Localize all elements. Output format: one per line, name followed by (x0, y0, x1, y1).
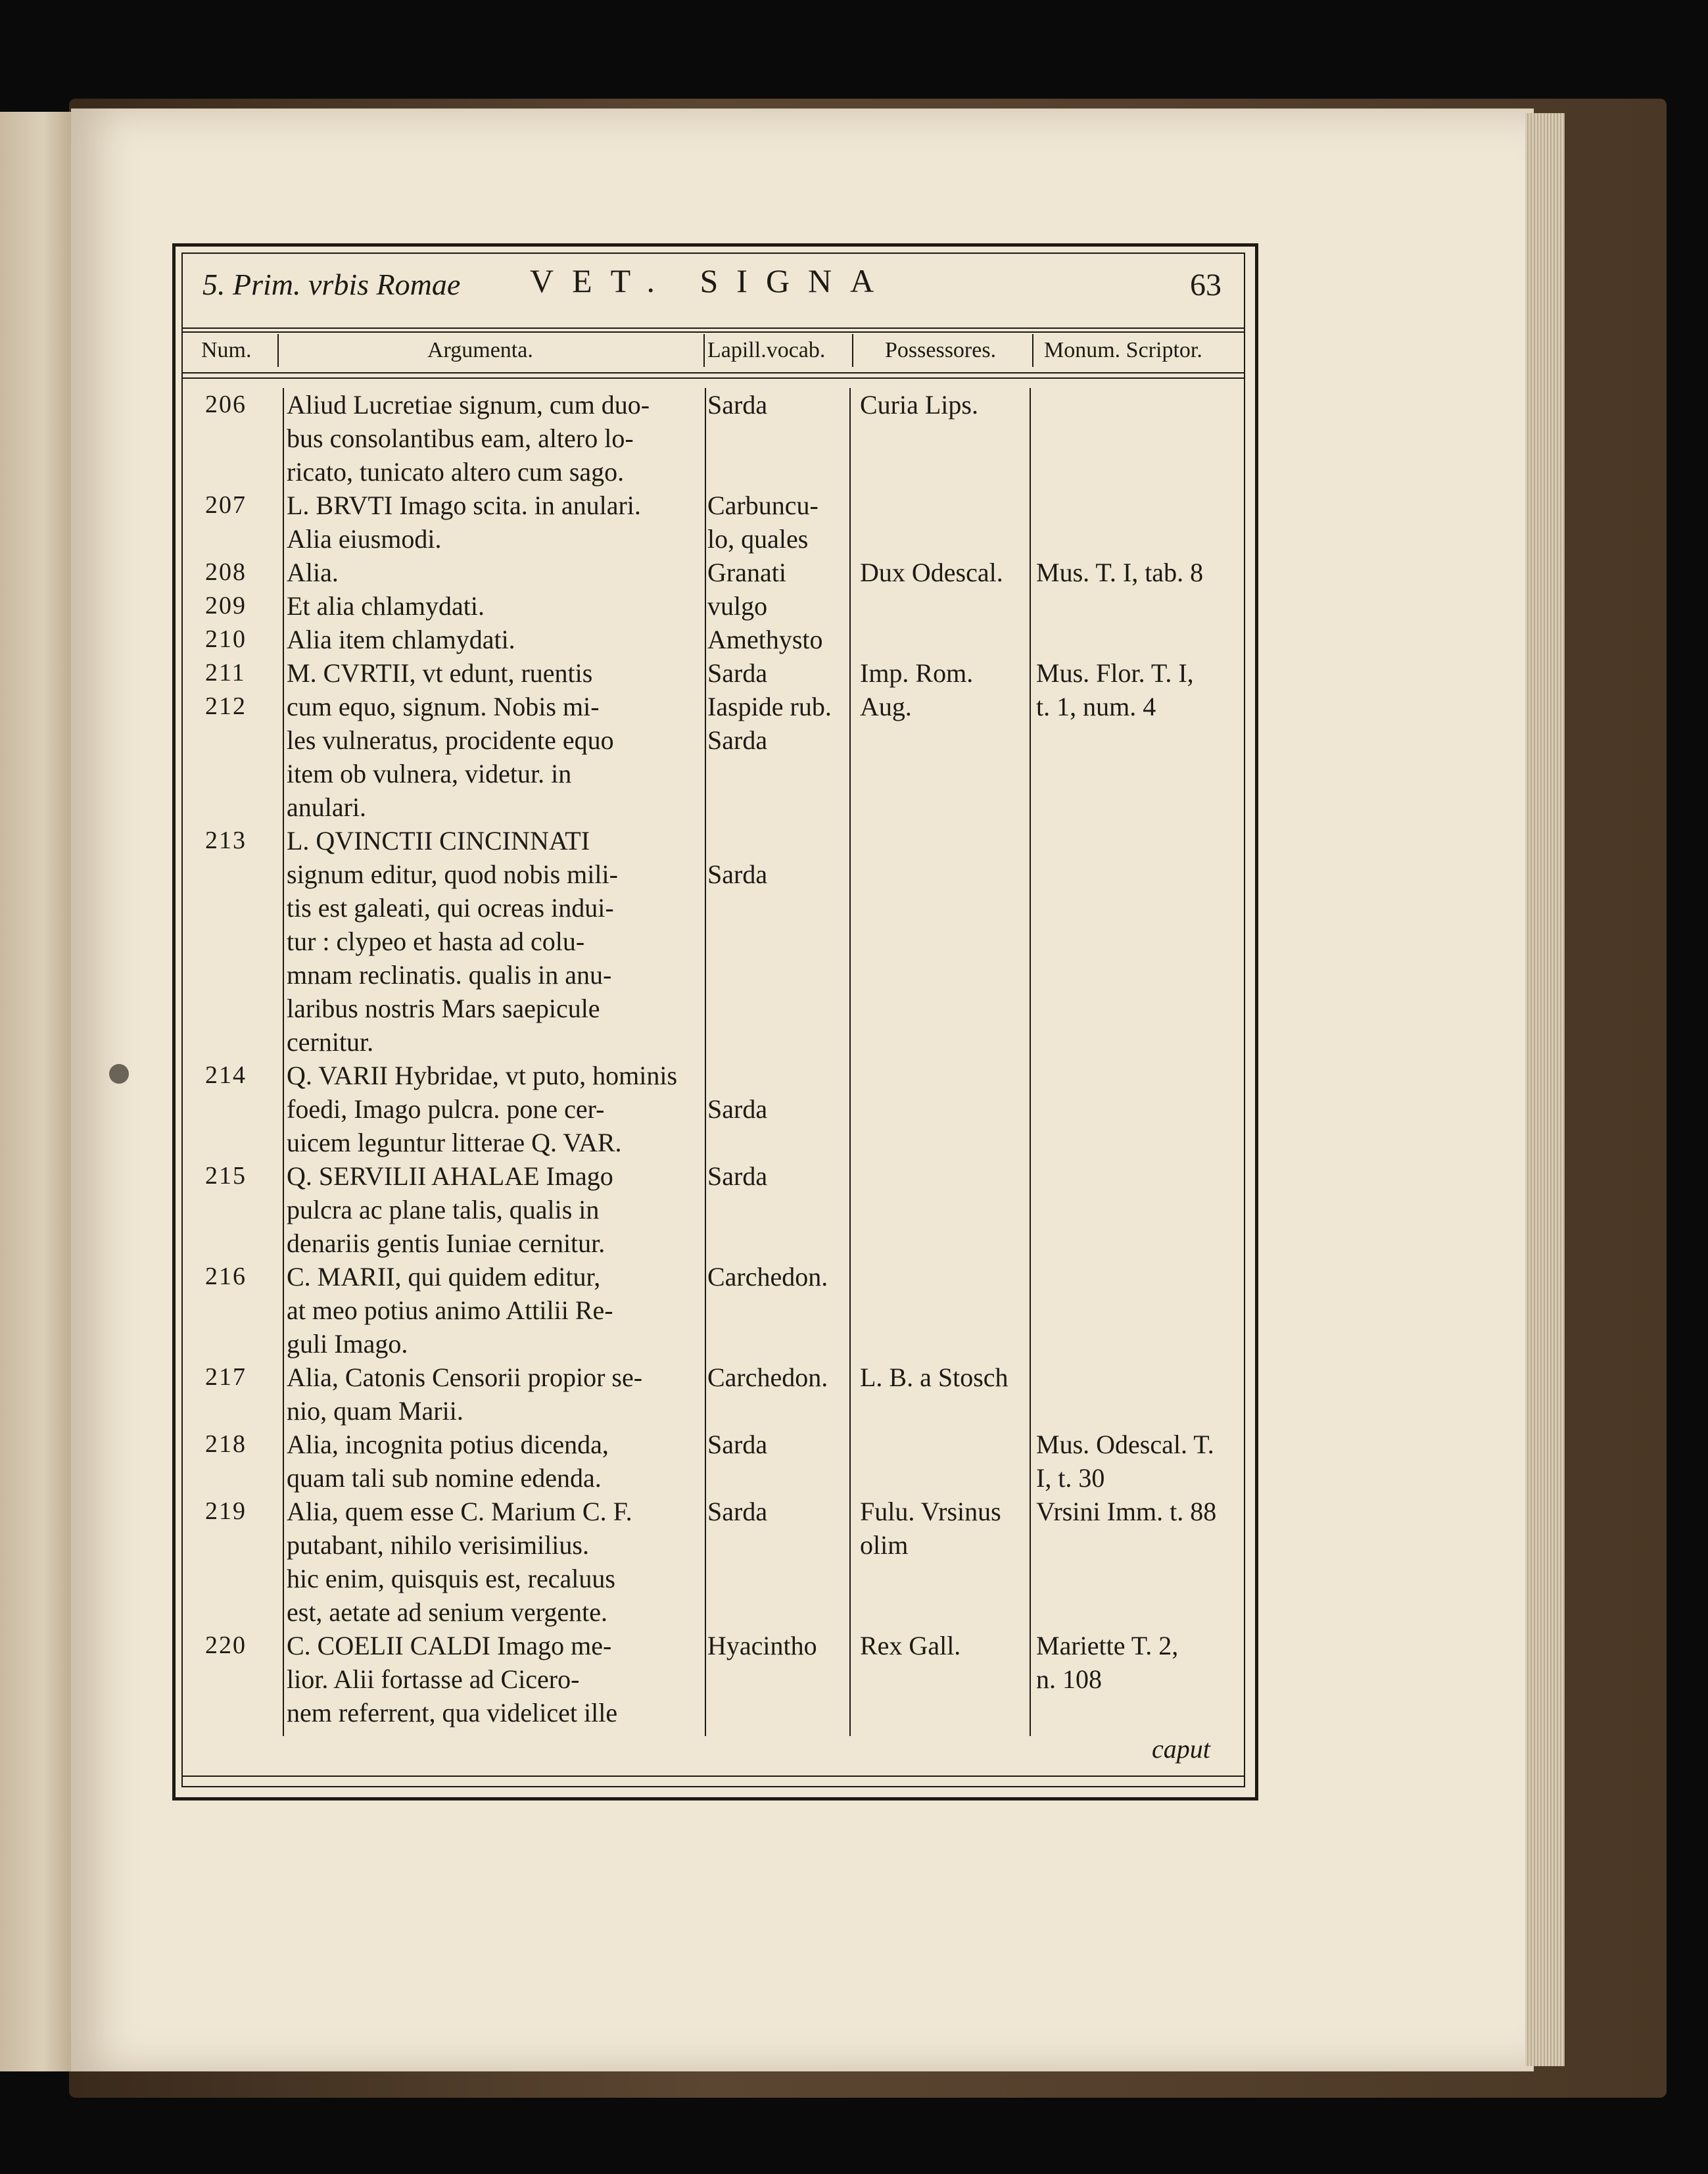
entry-stone-line: Carbuncu- (707, 491, 818, 520)
entry-source (1036, 1495, 1240, 1528)
entry-argument (287, 388, 681, 489)
entry-argument-line: Alia, quem esse C. Marium C. F. (287, 1497, 632, 1526)
entry-argument-line: guli Imago. (287, 1329, 408, 1359)
entry-argument-line: lior. Alii fortasse ad Cicero- (287, 1664, 580, 1694)
entry-argument (287, 1629, 681, 1729)
entry-argument (287, 1260, 681, 1361)
entry-owner-line: Fulu. Vrsinus (860, 1497, 1001, 1526)
col-head-arg: Argumenta. (427, 338, 533, 362)
entry-stone-line: Carchedon. (707, 1262, 828, 1292)
entry-number: 212 (205, 692, 247, 720)
paper-hole (109, 1064, 129, 1084)
header-rule (181, 327, 1245, 329)
entry-argument-line: laribus nostris Mars saepicule (287, 994, 600, 1023)
entry-number: 215 (205, 1162, 247, 1190)
entry-argument-line: tis est galeati, qui ocreas indui- (287, 893, 614, 923)
entry-argument-line: Q. SERVILII AHALAE Imago (287, 1161, 613, 1191)
entry-stone-line: Iaspide rub. (707, 692, 832, 721)
entry-stone (707, 1059, 852, 1126)
entry-argument-line: C. MARII, qui quidem editur, (287, 1262, 601, 1292)
entry-argument-line: est, aetate ad senium vergente. (287, 1597, 607, 1627)
entry-argument-line: Q. VARII Hybridae, vt puto, hominis (287, 1061, 678, 1090)
entry-stone-line: lo, quales (707, 524, 809, 554)
entry-argument-line: nem referrent, qua videlicet ille (287, 1698, 618, 1727)
header-rule-2 (181, 331, 1245, 333)
entry-source (1036, 556, 1240, 589)
entry-argument-line: item ob vulnera, videtur. in (287, 759, 572, 788)
entry-argument (287, 1159, 681, 1260)
entry-owner-line: Curia Lips. (860, 390, 978, 420)
entry-number: 218 (205, 1430, 247, 1458)
entry-number: 208 (205, 558, 247, 586)
entry-argument-line: putabant, nihilo verisimilius. (287, 1530, 589, 1560)
entry-number: 209 (205, 592, 247, 619)
entry-number: 206 (205, 391, 247, 418)
entry-source-line: Mus. Flor. T. I, (1036, 658, 1194, 688)
colhead-rule (181, 372, 1245, 374)
entry-source-line: Mariette T. 2, (1036, 1631, 1179, 1660)
col-sep (1032, 334, 1033, 367)
col-head-lap: Lapill.vocab. (707, 338, 826, 362)
page-number: 63 (1190, 268, 1222, 302)
entry-argument-line: Et alia chlamydati. (287, 591, 485, 621)
entry-argument (287, 623, 681, 656)
entry-argument (287, 1059, 681, 1159)
entry-stone (707, 1495, 852, 1528)
entry-argument-line: mnam reclinatis. qualis in anu- (287, 960, 612, 990)
entry-source-line: Mus. Odescal. T. (1036, 1430, 1214, 1459)
entry-stone-line: Hyacintho (707, 1631, 817, 1660)
catchword: caput (1152, 1734, 1210, 1764)
entry-argument-line: pulcra ac plane talis, qualis in (287, 1195, 600, 1224)
entry-stone-line: Sarda (707, 390, 768, 420)
entry-owner-line: L. B. a Stosch (860, 1363, 1008, 1392)
entry-argument-line: Alia, incognita potius dicenda, (287, 1430, 609, 1459)
entry-argument-line: L. BRVTI Imago scita. in anulari. (287, 491, 641, 520)
entry-number: 216 (205, 1263, 247, 1290)
running-head: 5. Prim. vrbis Romae (202, 268, 461, 301)
entry-stone-line (707, 824, 852, 858)
entry-argument-line: nio, quam Marii. (287, 1396, 463, 1426)
entry-source-line: Vrsini Imm. t. 88 (1036, 1497, 1217, 1526)
entry-argument-line: cum equo, signum. Nobis mi- (287, 692, 600, 721)
entry-owner (860, 1361, 1037, 1394)
entry-argument-line: cernitur. (287, 1027, 374, 1057)
page-title: VET. SIGNA (530, 262, 893, 299)
entry-source-line: n. 108 (1036, 1664, 1102, 1694)
entry-stone (707, 1361, 852, 1394)
entry-argument-line: tur : clypeo et hasta ad colu- (287, 927, 585, 956)
entry-argument-line: Alia, Catonis Censorii propior se- (287, 1363, 643, 1392)
entry-owner (860, 388, 1037, 422)
entry-argument-line: quam tali sub nomine edenda. (287, 1463, 602, 1493)
entry-argument-line: signum editur, quod nobis mili- (287, 859, 618, 889)
col-sep (852, 334, 853, 367)
col-sep (705, 388, 706, 1736)
col-head-mon: Monum. Scriptor. (1044, 338, 1202, 362)
entry-argument-line: Alia. (287, 558, 339, 587)
entry-owner (860, 1495, 1037, 1562)
col-head-num: Num. (201, 338, 252, 362)
entry-stone (707, 1159, 852, 1193)
entry-number: 214 (205, 1061, 247, 1089)
entry-stone-line: Sarda (707, 1497, 768, 1526)
entry-owner-line: Rex Gall. (860, 1631, 961, 1660)
colhead-rule-2 (181, 377, 1245, 379)
entry-owner-line: olim (860, 1530, 909, 1560)
entry-stone-line: Granati (707, 558, 786, 587)
entry-stone (707, 623, 852, 656)
entry-owner (860, 556, 1037, 589)
col-sep (283, 388, 284, 1736)
entry-stone (707, 589, 852, 623)
entry-stone (707, 656, 852, 690)
entry-number: 220 (205, 1631, 247, 1659)
col-sep (277, 334, 279, 367)
entry-source-line: t. 1, num. 4 (1036, 692, 1156, 721)
entry-stone-line: Sarda (707, 725, 768, 755)
entry-stone-line: Sarda (707, 1430, 768, 1459)
entry-argument (287, 589, 681, 623)
entry-owner (860, 1629, 1037, 1662)
entry-number: 213 (205, 827, 247, 854)
entry-owner (860, 656, 1037, 690)
entry-stone-line: Sarda (707, 1161, 768, 1191)
entry-stone-line: Sarda (707, 1094, 768, 1124)
entry-source (1036, 1428, 1240, 1495)
entry-owner-line: Imp. Rom. (860, 658, 974, 688)
entry-argument-line: Alia item chlamydati. (287, 625, 515, 654)
entry-stone (707, 690, 852, 757)
entry-argument-line: Alia eiusmodi. (287, 524, 442, 554)
entry-argument-line: les vulneratus, procidente equo (287, 725, 614, 755)
entry-argument-line: hic enim, quisquis est, recaluus (287, 1564, 615, 1593)
entry-argument (287, 489, 681, 556)
entry-stone (707, 824, 852, 891)
entry-argument-line: at meo potius animo Attilii Re- (287, 1295, 613, 1325)
entry-number: 217 (205, 1363, 247, 1391)
entry-number: 211 (205, 659, 246, 687)
entry-argument (287, 690, 681, 824)
entry-number: 207 (205, 491, 247, 519)
col-head-pos: Possessores. (885, 338, 997, 362)
entry-owner-line: Dux Odescal. (860, 558, 1003, 587)
entry-argument-line: ricato, tunicato altero cum sago. (287, 457, 625, 487)
entry-owner-line: Aug. (860, 692, 912, 721)
entry-argument (287, 1428, 681, 1495)
entry-stone (707, 1428, 852, 1461)
entry-argument-line: bus consolantibus eam, altero lo- (287, 423, 634, 453)
footer-rule (181, 1775, 1245, 1777)
entry-number: 219 (205, 1497, 247, 1525)
entry-owner (860, 690, 1037, 723)
entry-source-line: Mus. T. I, tab. 8 (1036, 558, 1204, 587)
entry-stone (707, 556, 852, 589)
left-page-edge (0, 112, 71, 2071)
entry-source-line: I, t. 30 (1036, 1463, 1105, 1493)
entry-stone-line: Carchedon. (707, 1363, 828, 1392)
entry-argument (287, 1495, 681, 1629)
entry-stone-line: vulgo (707, 591, 768, 621)
entry-argument-line: L. QVINCTII CINCINNATI (287, 826, 590, 856)
entry-argument-line: M. CVRTII, vt edunt, ruentis (287, 658, 593, 688)
entry-argument-line: uicem leguntur litterae Q. VAR. (287, 1128, 622, 1157)
entry-stone-line: Sarda (707, 859, 768, 889)
entry-argument-line: Aliud Lucretiae signum, cum duo- (287, 390, 650, 420)
entry-argument (287, 656, 681, 690)
entry-argument (287, 1361, 681, 1428)
entry-stone (707, 1629, 852, 1662)
entry-source (1036, 690, 1240, 723)
entry-argument-line: denariis gentis Iuniae cernitur. (287, 1228, 605, 1258)
entry-number: 210 (205, 625, 247, 653)
entry-stone (707, 1260, 852, 1293)
running-header (181, 253, 1245, 329)
entry-stone-line: Amethysto (707, 625, 823, 654)
entry-argument-line: anulari. (287, 792, 367, 822)
entry-argument-line: C. COELII CALDI Imago me- (287, 1631, 612, 1660)
entry-stone-line: Sarda (707, 658, 768, 688)
page-edges (1525, 113, 1565, 2066)
entry-stone (707, 489, 852, 556)
entry-stone (707, 388, 852, 422)
entry-argument (287, 556, 681, 589)
entry-argument-line: foedi, Imago pulcra. pone cer- (287, 1094, 605, 1124)
entry-stone-line (707, 1059, 852, 1092)
col-sep (703, 334, 705, 367)
entry-argument (287, 824, 681, 1059)
entry-source (1036, 1629, 1240, 1696)
entry-source (1036, 656, 1240, 690)
